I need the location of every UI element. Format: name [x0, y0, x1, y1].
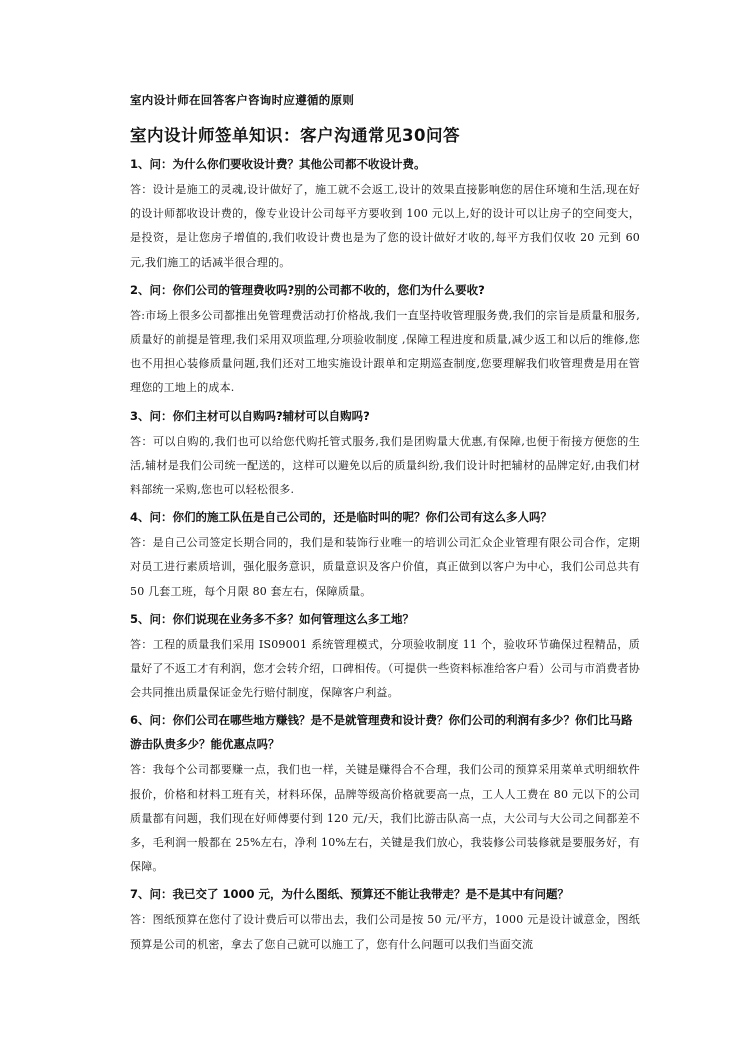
answer-2: 答:市场上很多公司都推出免管理费活动打价格战,我们一直坚持收管理服务费,我们的宗旨是质量和服务,质量好的前提是管理,我们采用双项监理,分项验收制度 ,保障工程进度和质量,减少返工和以后的维修,您也不用担心装修质量问题,我们还对工地实施设计跟单和定期巡查制度,您要理解我们收管理费是用在管理您的工地上的成本. — [130, 308, 640, 395]
answer-5: 答：工程的质量我们采用 IS09001 系统管理模式，分项验收制度 11 个，验收环节确保过程精品，质量好了不返工才有利润，您才会转介绍，口碑相传。（可提供一些资料标准给客户看）公司与市消费者协会共同推出质量保证金先行赔付制度，保障客户利益。 — [130, 637, 640, 700]
document-header: 室内设计师在回答客户咨询时应遵循的原则 — [130, 93, 355, 107]
question-2: 2、问：你们公司的管理费收吗?别的公司都不收的，您们为什么要收? — [130, 282, 485, 297]
question-1: 1、问：为什么你们要收设计费？其他公司都不收设计费。 — [130, 157, 426, 171]
question-6: 6、问：你们公司在哪些地方赚钱？是不是就管理费和设计费？你们公司的利润有多少？你们比马路游击队贵多少？能优惠点吗？ — [130, 713, 633, 752]
question-3: 3、问：你们主材可以自购吗?辅材可以自购吗? — [130, 408, 370, 423]
question-4: 4、问：你们的施工队伍是自己公司的，还是临时叫的呢？你们公司有这么多人吗？ — [130, 510, 552, 525]
answer-4: 答：是自己公司签定长期合同的，我们是和装饰行业唯一的培训公司汇众企业管理有限公司合作，定期对员工进行素质培训，强化服务意识，质量意识及客户价值，真正做到以客户为中心，我们公司总共有 50 几套工班，每个月限 80 套左右，保障质量。 — [130, 536, 640, 598]
answer-1: 答：设计是施工的灵魂,设计做好了，施工就不会返工,设计的效果直接影响您的居住环境和生活,现在好的设计师都收设计费的，像专业设计公司每平方要收到 100 元以上,好的设计可以让房子的空间变大，是投资，是让您房子增值的,我们收设计费也是为了您的设计做好才收的,每平方我们仅收 20 元到 60 元,我们施工的话减半很合理的。 — [130, 183, 640, 269]
answer-3: 答：可以自购的,我们也可以给您代购托管式服务,我们是团购量大优惠,有保障,也便于衔接方便您的生活,辅材是我们公司统一配送的，这样可以避免以后的质量纠纷,我们设计时把辅材的品牌定好,由我们材料部统一采购,您也可以轻松很多. — [130, 434, 640, 497]
qa-list — [130, 152, 640, 960]
question-7: 7、问：我已交了 1000 元，为什么图纸、预算还不能让我带走？是不是其中有问题？ — [130, 887, 570, 902]
document-title: 室内设计师签单知识：客户沟通常见30问答 — [130, 126, 460, 145]
answer-6: 答：我每个公司都要赚一点，我们也一样，关键是赚得合不合理，我们公司的预算采用菜单式明细软件报价，价格和材料工班有关，材料环保，品牌等级高价格就要高一点，工人人工费在 80 元以下的公司质量都有问题，我们现在好师傅要付到 120 元/天，我们比游击队高一点，大公司与大公司之间都差不多，毛利润一般都在 25%左右，净利 10%左右，关键是我们放心，我装修公司装修就是要服务好，有保障。 — [130, 763, 640, 874]
answer-7: 答：图纸预算在您付了设计费后可以带出去，我们公司是按 50 元/平方，1000 元是设计诚意金，图纸预算是公司的机密，拿去了您自己就可以施工了，您有什么问题可以我们当面交流 — [130, 913, 640, 951]
question-5: 5、问：你们说现在业务多不多？如何管理这么多工地？ — [130, 611, 414, 626]
